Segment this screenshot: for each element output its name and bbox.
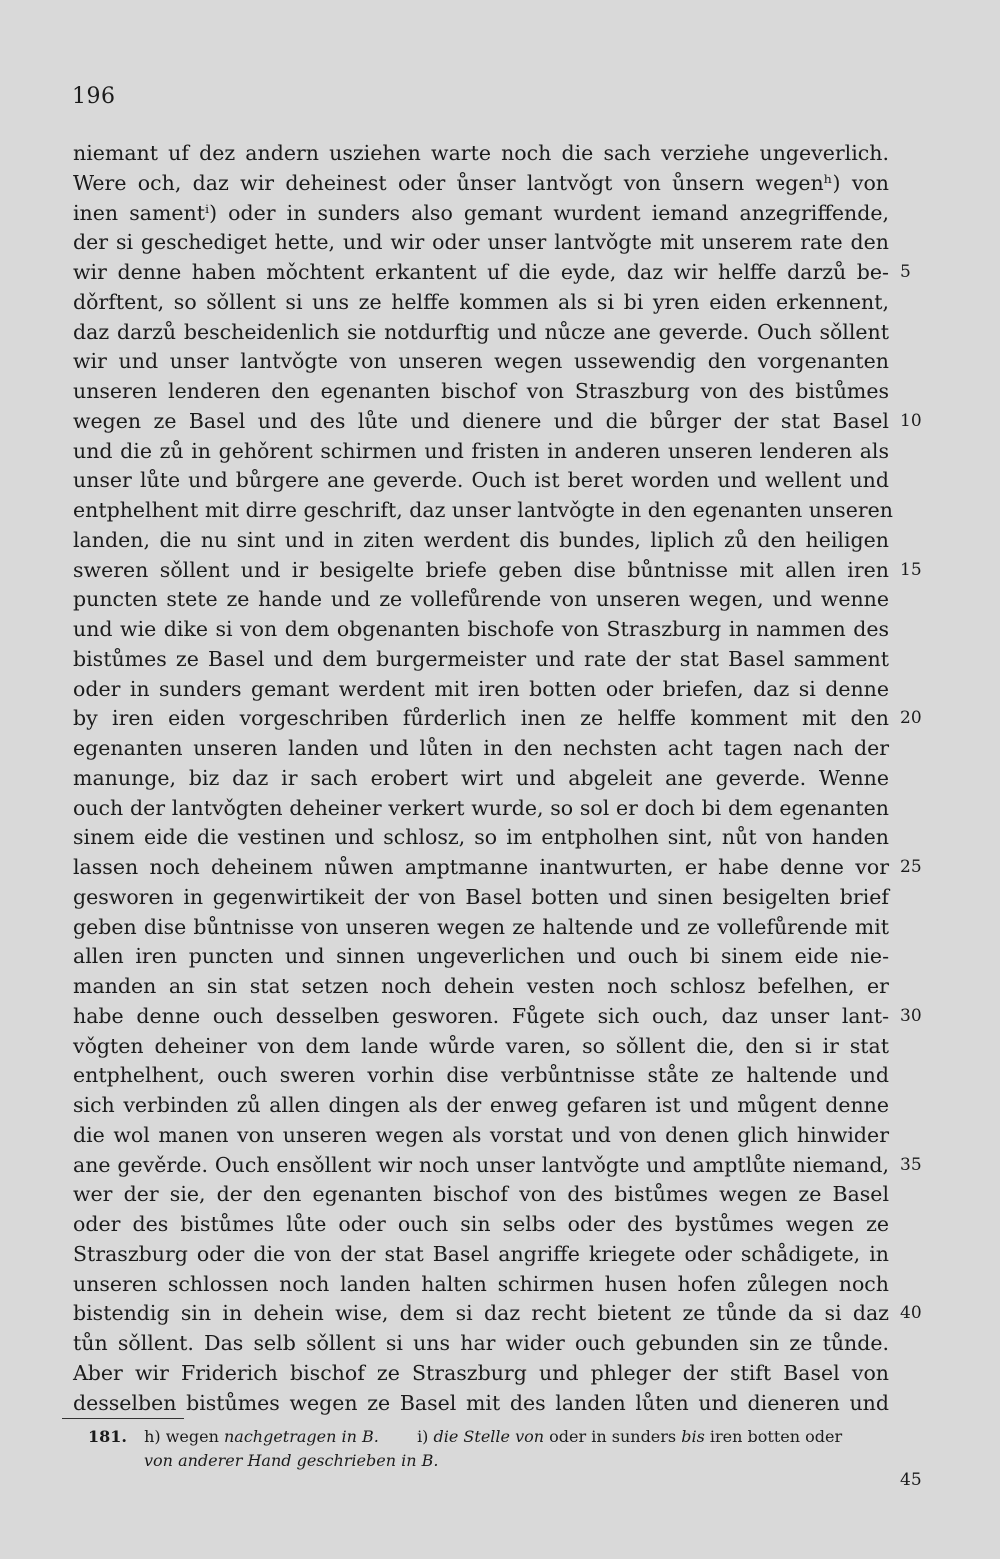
footnotes bbox=[88, 1425, 888, 1473]
text-line: daz darzů bescheidenlich sie notdurftig und nůcze ane geverde. Ouch sǒllent bbox=[73, 319, 889, 344]
text-line: geben dise bůntnisse von unseren wegen ze haltende und ze vollefůrende mit bbox=[73, 914, 889, 939]
footnote-italic: die Stelle von bbox=[433, 1427, 545, 1446]
signature-number: 45 bbox=[900, 1470, 922, 1490]
text-line: sweren sǒllent und ir besigelte briefe geben dise bůntnisse mit allen iren bbox=[73, 557, 889, 582]
footnote-line bbox=[88, 1449, 888, 1473]
text-line: Aber wir Friderich bischof ze Straszburg und phleger der stift Basel von bbox=[73, 1360, 889, 1385]
text-line: landen, die nu sint und in ziten werdent dis bundes, liplich zů den heiligen bbox=[73, 527, 889, 552]
text-line: dǒrftent, so sǒllent si uns ze helffe kommen als si bi yren eiden erkennent, bbox=[73, 289, 889, 314]
text-line: ouch der lantvǒgten deheiner verkert wurde, so sol er doch bi dem egenanten bbox=[73, 795, 889, 820]
text-line: inen samentⁱ) oder in sunders also gemant wurdent iemand anzegriffende, bbox=[73, 200, 889, 225]
footnote-italic: bis bbox=[681, 1427, 705, 1446]
footnote-text: iren botten oder bbox=[709, 1427, 843, 1446]
text-line: oder des bistůmes lůte oder ouch sin selbs oder des bystůmes wegen ze bbox=[73, 1212, 889, 1236]
line-number: 15 bbox=[900, 559, 922, 580]
text-line: Were och, daz wir deheinest oder ůnser lantvǒgt von ůnsern wegenʰ) von bbox=[73, 170, 889, 195]
text-line: by iren eiden vorgeschriben fůrderlich inen ze helffe komment mit den bbox=[73, 706, 889, 731]
text-line: entphelhent, ouch sweren vorhin dise verbůntnisse ståte ze haltende und bbox=[73, 1063, 889, 1088]
footnote-italic: nachgetragen in B. bbox=[223, 1427, 379, 1446]
footnote-mark-i: i) bbox=[417, 1427, 429, 1446]
page-number: 196 bbox=[72, 84, 116, 109]
footnote-text: oder in sunders bbox=[549, 1427, 677, 1446]
text-line: niemant uf dez andern usziehen warte noch die sach verziehe ungeverlich. bbox=[73, 141, 889, 165]
text-line: unseren lenderen den egenanten bischof von Straszburg von des bistůmes bbox=[73, 379, 889, 403]
text-line: und die zů in gehǒrent schirmen und fristen in anderen unseren lenderen als bbox=[73, 438, 889, 463]
text-line: die wol manen von unseren wegen als vorstat und von denen glich hinwider bbox=[73, 1122, 889, 1147]
text-line: unseren schlossen noch landen halten schirmen husen hofen zůlegen noch bbox=[73, 1271, 889, 1296]
text-line: ane gevěrde. Ouch ensǒllent wir noch unser lantvǒgte und amptlůte niemand, bbox=[73, 1152, 889, 1177]
text-line: puncten stete ze hande und ze vollefůrende von unseren wegen, und wenne bbox=[73, 587, 889, 612]
text-line: habe denne ouch desselben gesworen. Fůgete sich ouch, daz unser lant- bbox=[73, 1003, 889, 1028]
text-line: wer der sie, der den egenanten bischof von des bistůmes wegen ze Basel bbox=[73, 1182, 889, 1207]
text-line: allen iren puncten und sinnen ungeverlichen und ouch bi sinem eide nie- bbox=[73, 944, 889, 969]
line-number: 10 bbox=[900, 410, 922, 431]
text-line: wir denne haben mǒchtent erkantent uf die eyde, daz wir helffe darzů be- bbox=[73, 260, 889, 284]
footnote-line bbox=[88, 1425, 888, 1449]
text-line: entphelhent mit dirre geschrift, daz unser lantvǒgte in den egenanten unseren bbox=[73, 498, 893, 522]
line-number: 25 bbox=[900, 857, 922, 877]
text-line: egenanten unseren landen und lůten in den nechsten acht tagen nach der bbox=[73, 736, 889, 760]
text-line: bistendig sin in dehein wise, dem si daz recht bietent ze tůnde da si daz bbox=[73, 1301, 889, 1326]
text-line: und wie dike si von dem obgenanten bischofe von Straszburg in nammen des bbox=[73, 617, 889, 641]
body-text bbox=[73, 139, 893, 1418]
text-line: desselben bistůmes wegen ze Basel mit des landen lůten und dieneren und bbox=[73, 1390, 889, 1415]
text-line: Straszburg oder die von der stat Basel angriffe kriegete oder schådigete, in bbox=[73, 1241, 889, 1266]
text-line: der si geschediget hette, und wir oder unser lantvǒgte mit unserem rate den bbox=[73, 230, 889, 255]
text-line: wegen ze Basel und des lůte und dienere und die bůrger der stat Basel bbox=[73, 408, 889, 433]
line-number: 5 bbox=[900, 262, 911, 282]
text-line: tůn sǒllent. Das selb sǒllent si uns har wider ouch gebunden sin ze tůnde. bbox=[73, 1331, 889, 1355]
footnote-mark-h: h) bbox=[144, 1427, 161, 1446]
line-number: 30 bbox=[900, 1005, 922, 1026]
text-line: manden an sin stat setzen noch dehein vesten noch schlosz befelhen, er bbox=[73, 974, 889, 998]
text-line: sinem eide die vestinen und schlosz, so im entpholhen sint, nůt von handen bbox=[73, 825, 889, 850]
text-line: unser lůte und bůrgere ane geverde. Ouch ist beret worden und wellent und bbox=[73, 468, 889, 493]
footnote-number: 181. bbox=[88, 1427, 127, 1446]
text-line: gesworen in gegenwirtikeit der von Basel botten und sinen besigelten brief bbox=[73, 884, 889, 909]
text-line: lassen noch deheinem nůwen amptmanne inantwurten, er habe denne vor bbox=[73, 855, 889, 879]
text-line: vǒgten deheiner von dem lande wůrde varen, so sǒllent die, den si ir stat bbox=[73, 1033, 889, 1058]
line-number: 20 bbox=[900, 708, 922, 729]
text-line: wir und unser lantvǒgte von unseren wegen ussewendig den vorgenanten bbox=[73, 349, 889, 374]
text-line: manunge, biz daz ir sach erobert wirt und abgeleit ane geverde. Wenne bbox=[73, 765, 889, 790]
text-line: sich verbinden zů allen dingen als der enweg gefaren ist und můgent denne bbox=[73, 1093, 889, 1117]
line-number: 40 bbox=[900, 1303, 922, 1324]
line-number: 35 bbox=[900, 1154, 922, 1175]
text-line: bistůmes ze Basel und dem burgermeister und rate der stat Basel samment bbox=[73, 646, 889, 671]
text-line: oder in sunders gemant werdent mit iren botten oder briefen, daz si denne bbox=[73, 676, 889, 701]
footnote-text: wegen bbox=[165, 1427, 219, 1446]
footnote-divider bbox=[62, 1418, 184, 1419]
footnote-italic: von anderer Hand geschrieben in B. bbox=[144, 1451, 439, 1470]
